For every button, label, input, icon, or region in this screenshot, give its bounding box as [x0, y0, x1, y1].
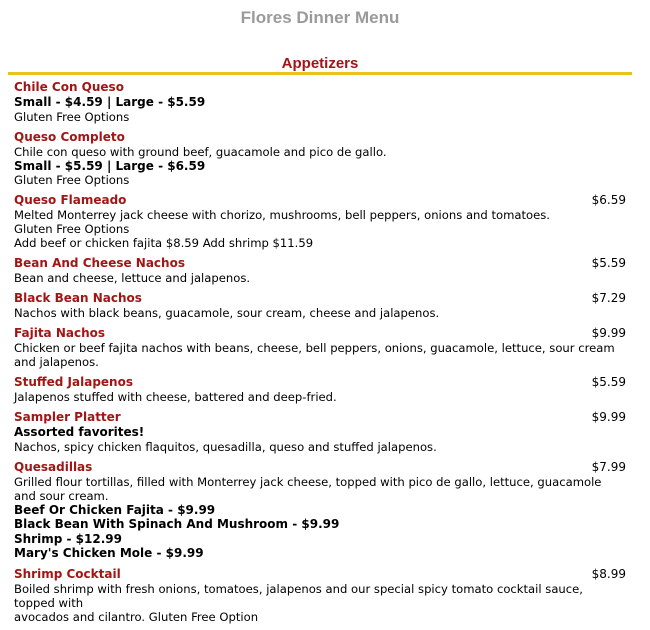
menu-item-name: Fajita Nachos — [14, 326, 106, 340]
menu-item-price: $7.99 — [591, 459, 626, 474]
menu-item-name: Shrimp Cocktail — [14, 566, 121, 581]
menu-item-name: Stuffed Jalapenos — [14, 375, 133, 389]
menu-item — [14, 375, 626, 404]
menu-item-description: Nachos with black beans, guacamole, sour cream, cheese and jalapenos. — [14, 306, 440, 320]
menu-item-price: $5.59 — [591, 375, 626, 389]
menu-item-option: Beef Or Chicken Fajita - $9.99 — [14, 502, 216, 517]
menu-item-name: Bean And Cheese Nachos — [14, 256, 185, 270]
menu-item-description: Chicken or beef fajita nachos with beans, cheese, bell peppers, onions, guacamole, lettuce, sour cream and jalapenos. — [14, 341, 615, 369]
menu-item-description: Gluten Free Options — [14, 109, 130, 124]
menu-item-description: Jalapenos stuffed with cheese, battered and deep-fried. — [14, 390, 337, 404]
menu-item-name: Queso Completo — [14, 129, 125, 144]
menu-item-description: Bean and cheese, lettuce and jalapenos. — [14, 271, 251, 285]
menu-item-option: Assorted favorites! — [14, 425, 145, 439]
menu-item-description: Nachos, spicy chicken flaquitos, quesadilla, queso and stuffed jalapenos. — [14, 439, 437, 454]
menu-title: Flores Dinner Menu — [240, 8, 400, 27]
menu-item — [14, 410, 626, 454]
menu-item — [14, 567, 626, 624]
menu-item-description: Grilled flour tortillas, filled with Monterrey jack cheese, topped with pico de gallo, lettuce, guacamole and sour cream. — [14, 474, 602, 503]
menu-item-description: Gluten Free Options — [14, 173, 130, 187]
menu-item — [14, 130, 626, 188]
menu-item — [14, 256, 626, 285]
menu-item — [14, 460, 626, 561]
menu-item-option: Mary's Chicken Mole - $9.99 — [14, 546, 204, 560]
menu-item-description: Gluten Free Options — [14, 222, 130, 236]
menu-item-price: $9.99 — [591, 326, 626, 340]
menu-item — [14, 193, 626, 250]
menu-item-name: Black Bean Nachos — [14, 291, 142, 305]
menu-item-description: Melted Monterrey jack cheese with chorizo, mushrooms, bell peppers, onions and tomatoes. — [14, 208, 550, 222]
section-divider — [8, 72, 632, 75]
menu-item-price: $7.29 — [591, 291, 626, 305]
menu-item-option: Shrimp - $12.99 — [14, 531, 122, 546]
menu-item-name: Sampler Platter — [14, 410, 121, 424]
menu-item-price: $6.59 — [591, 193, 626, 207]
menu-item-price: $9.99 — [591, 410, 626, 424]
menu-item-option: Black Bean With Spinach And Mushroom - $9.99 — [14, 517, 340, 531]
section-title: Appetizers — [281, 55, 359, 72]
menu-item-price: $8.99 — [591, 566, 626, 581]
menu-item-description: Chile con queso with ground beef, guacamole and pico de gallo. — [14, 144, 387, 159]
menu-item-name: Queso Flameado — [14, 193, 127, 207]
menu-item-option: Small - $4.59 | Large - $5.59 — [14, 95, 206, 109]
menu-item-name: Quesadillas — [14, 459, 93, 474]
menu-item-description: Boiled shrimp with fresh onions, tomatoes, jalapenos and our special spicy tomato cocktail sauce, topped with — [14, 581, 583, 610]
menu-item-description: avocados and cilantro. Gluten Free Option — [14, 609, 259, 624]
menu-item-description: Add beef or chicken fajita $8.59 Add shrimp $11.59 — [14, 236, 314, 250]
menu-item-price: $5.59 — [591, 256, 626, 270]
menu-item-name: Chile Con Queso — [14, 80, 124, 94]
menu-item-list — [14, 80, 626, 630]
menu-item — [14, 291, 626, 320]
menu-item — [14, 326, 626, 369]
menu-item — [14, 80, 626, 124]
menu-item-option: Small - $5.59 | Large - $6.59 — [14, 158, 206, 173]
